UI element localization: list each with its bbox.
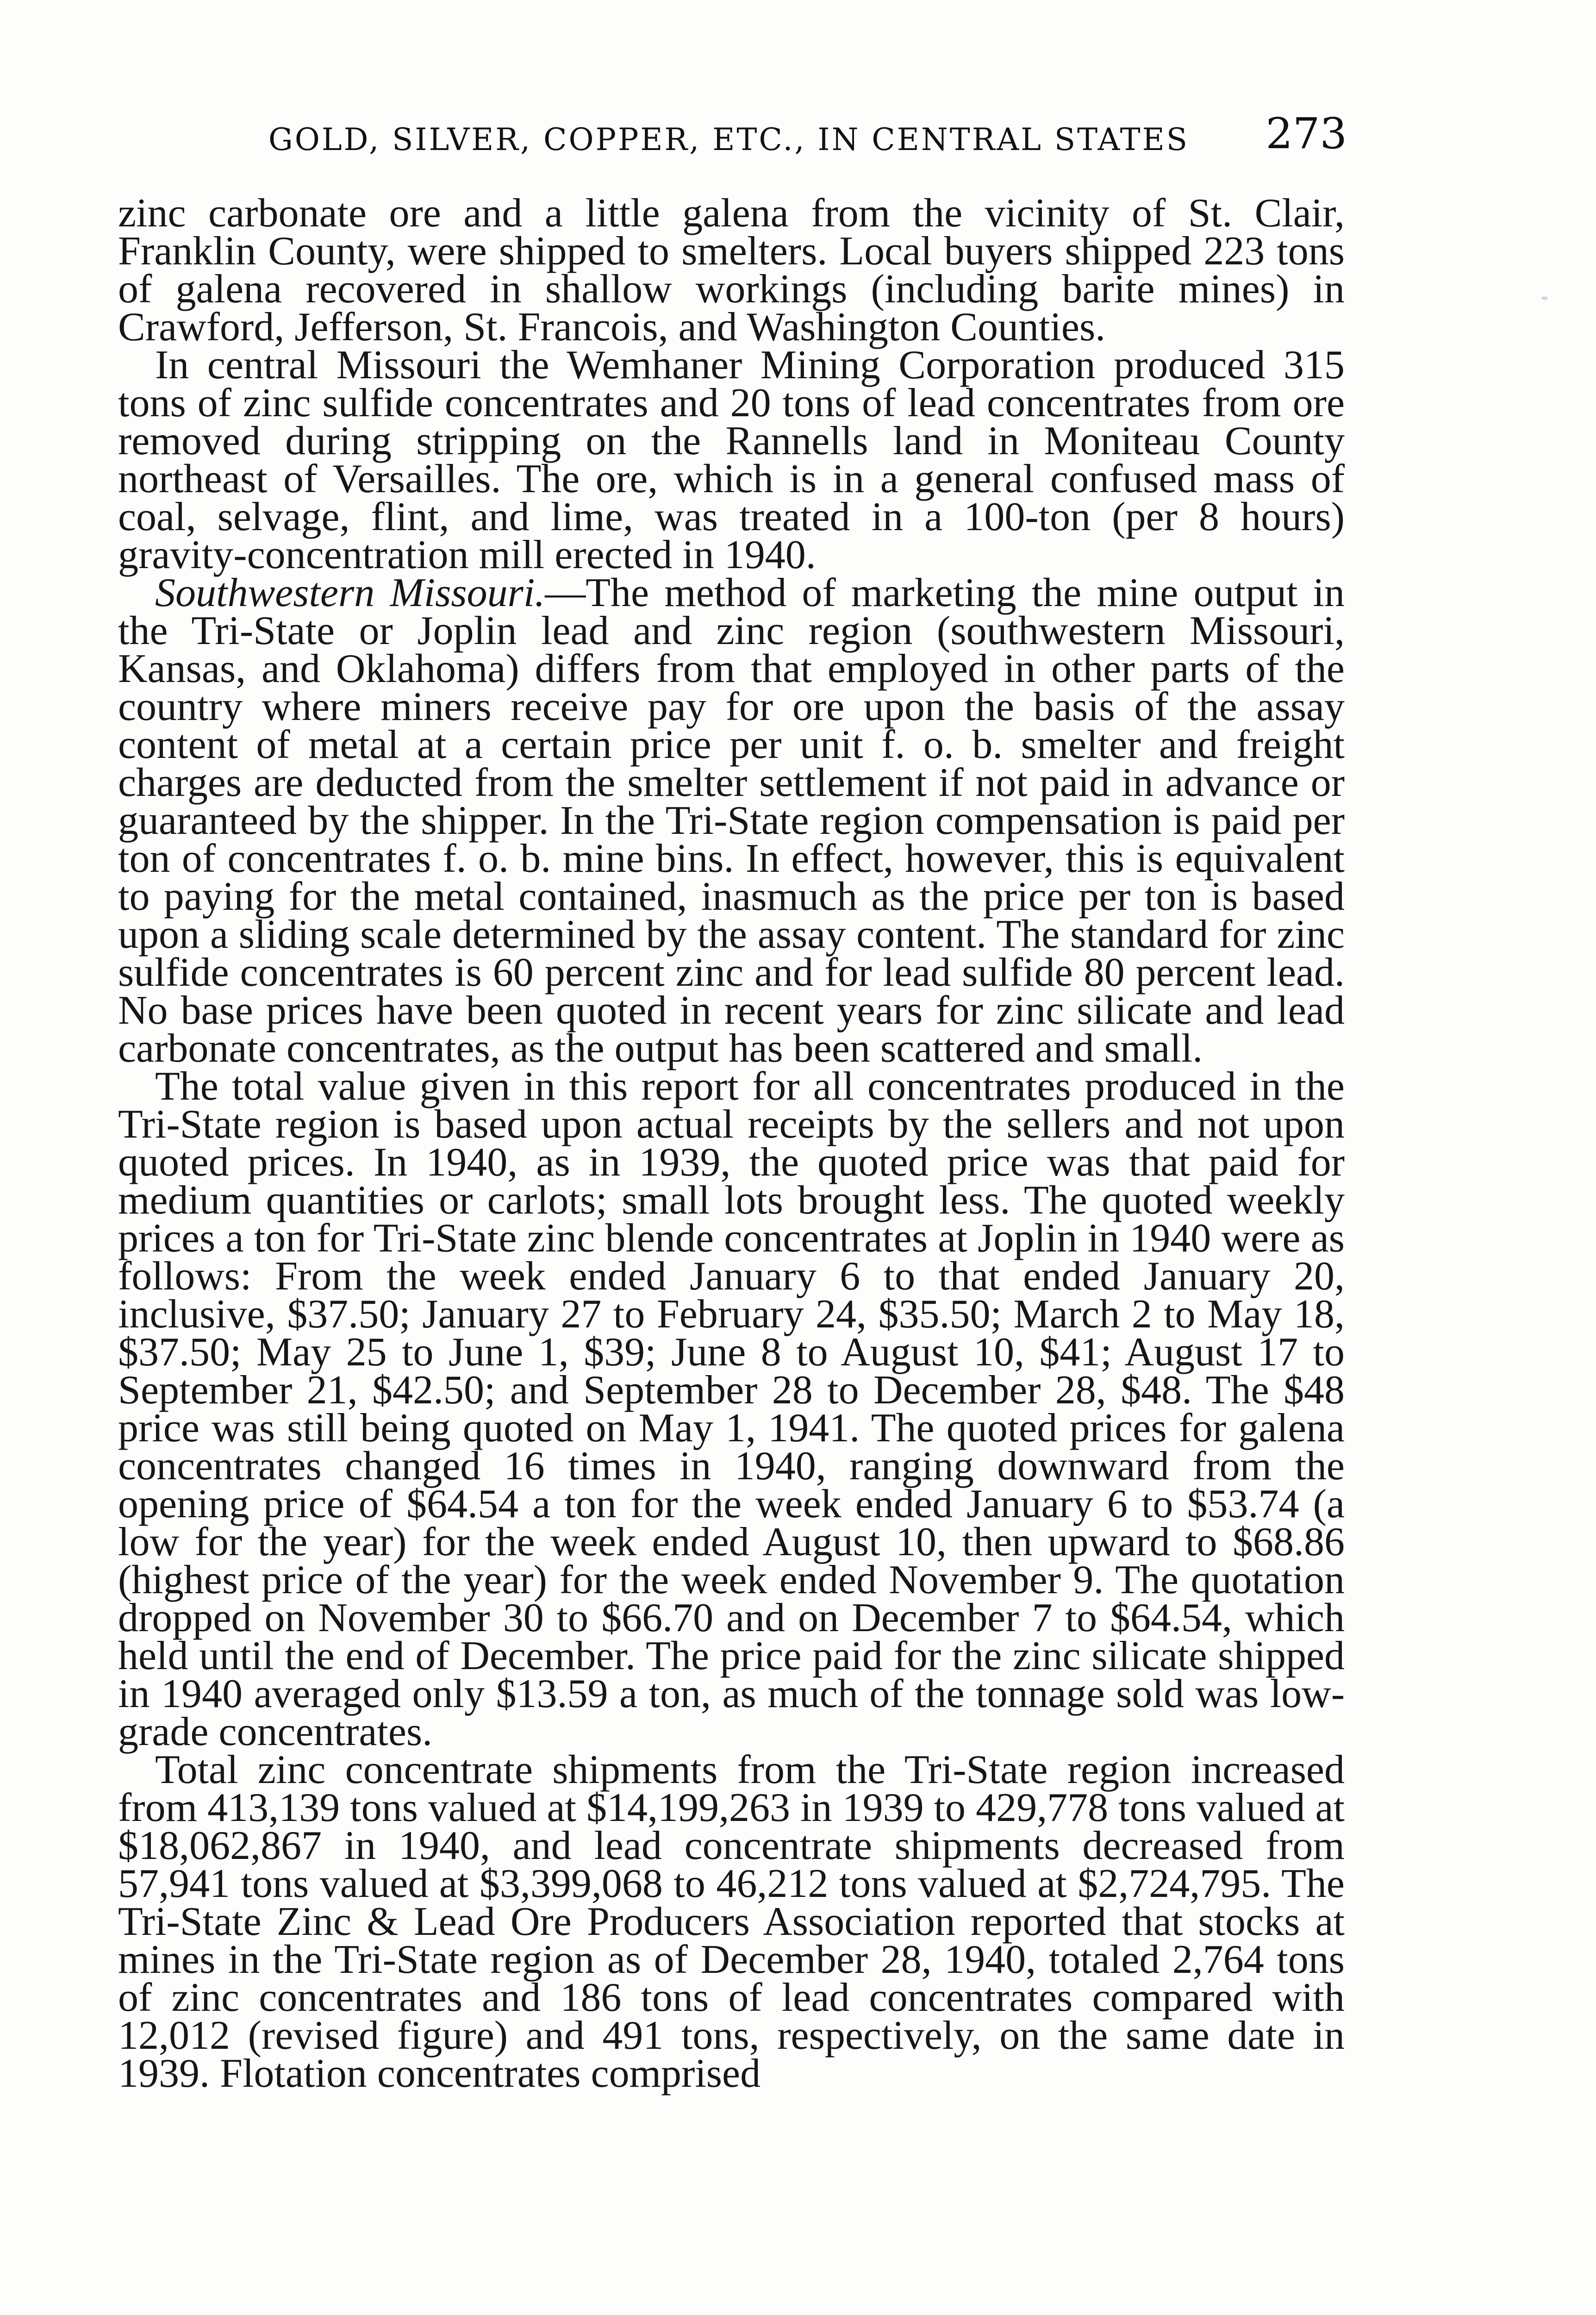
paragraph-3-text: —The method of marketing the mine output in the Tri-State or Joplin lead and zinc region (southwestern Missouri, Kansas, and Oklahoma) differs from that employed in other parts of the country where miners receive pay for ore upon the basis of the assay content of metal at a certain price per unit f. o. b. smelter and freight charges are deducted from the smelter settlement if not paid in advance or guaranteed by the shipper. In the Tri-State region compensation is paid per ton of concentrates f. o. b. mine bins. In effect, however, this is equivalent to paying for the metal contained, inasmuch as the price per ton is based upon a sliding scale determined by the assay content. The standard for zinc sulfide concentrates is 60 percent zinc and for lead sulfide 80 percent lead. No base prices have been quoted in recent years for zinc silicate and lead carbonate concentrates, as the output has been scattered and small. bbox=[118, 570, 1345, 1071]
paragraph-1 bbox=[118, 191, 1345, 350]
body-text bbox=[118, 191, 1345, 2096]
paragraph-5-text: Total zinc concentrate shipments from the Tri-State region increased from 413,139 tons valued at $14,199,263 in 1939 to 429,778 tons valued at $18,062,867 in 1940, and lead concentrate shipments decreased from 57,941 tons valued at $3,399,068 to 46,212 tons valued at $2,724,795. The Tri-State Zinc & Lead Ore Producers Association reported that stocks at mines in the Tri-State region as of December 28, 1940, totaled 2,764 tons of zinc concentrates and 186 tons of lead concentrates compared with 12,012 (revised figure) and 491 tons, respectively, on the same date in 1939. Flotation concentrates comprised bbox=[118, 1747, 1345, 2096]
running-head bbox=[116, 100, 1347, 169]
paragraph-4-text: The total value given in this report for all concentrates produced in the Tri-State region is based upon actual receipts by the sellers and not upon quoted prices. In 1940, as in 1939, the quoted price was that paid for medium quantities or carlots; small lots brought less. The quoted weekly prices a ton for Tri-State zinc blende concentrates at Joplin in 1940 were as follows: From the week ended January 6 to that ended January 20, inclusive, $37.50; January 27 to February 24, $35.50; March 2 to May 18, $37.50; May 25 to June 1, $39; June 8 to August 10, $41; August 17 to September 21, $42.50; and September 28 to December 28, $48. The $48 price was still being quoted on May 1, 1941. The quoted prices for galena concentrates changed 16 times in 1940, ranging downward from the opening price of $64.54 a ton for the week ended January 6 to $53.74 (a low for the year) for the week ended August 10, then upward to $68.86 (highest price of the year) for the week ended November 9. The quotation dropped on November 30 to $66.70 and on December 7 to $64.54, which held until the end of December. The price paid for the zinc silicate shipped in 1940 averaged only $13.59 a ton, as much of the tonnage sold was low-grade concentrates. bbox=[118, 1064, 1345, 1754]
paragraph-2 bbox=[118, 343, 1345, 577]
paragraph-5 bbox=[118, 1747, 1345, 2096]
running-title: GOLD, SILVER, COPPER, ETC., IN CENTRAL STATES bbox=[268, 122, 1190, 157]
paragraph-1-text: zinc carbonate ore and a little galena from the vicinity of St. Clair, Franklin County, were shipped to smelters. Local buyers shipped 223 tons of galena recovered in shallow workings (including barite mines) in Crawford, Jefferson, St. Francois, and Washington Counties. bbox=[118, 191, 1345, 350]
paragraph-4 bbox=[118, 1064, 1345, 1754]
page-number: 273 bbox=[1266, 109, 1347, 158]
paragraph-2-text: In central Missouri the Wemhaner Mining Corporation produced 315 tons of zinc sulfide concentrates and 20 tons of lead concentrates from ore removed during stripping on the Rannells land in Moniteau County northeast of Versailles. The ore, which is in a general confused mass of coal, selvage, flint, and lime, was treated in a 100-ton (per 8 hours) gravity-concentration mill erected in 1940. bbox=[118, 343, 1345, 577]
paragraph-3-lead-in: Southwestern Missouri. bbox=[155, 570, 545, 615]
scan-speck bbox=[1541, 296, 1548, 300]
paragraph-3 bbox=[118, 570, 1345, 1071]
